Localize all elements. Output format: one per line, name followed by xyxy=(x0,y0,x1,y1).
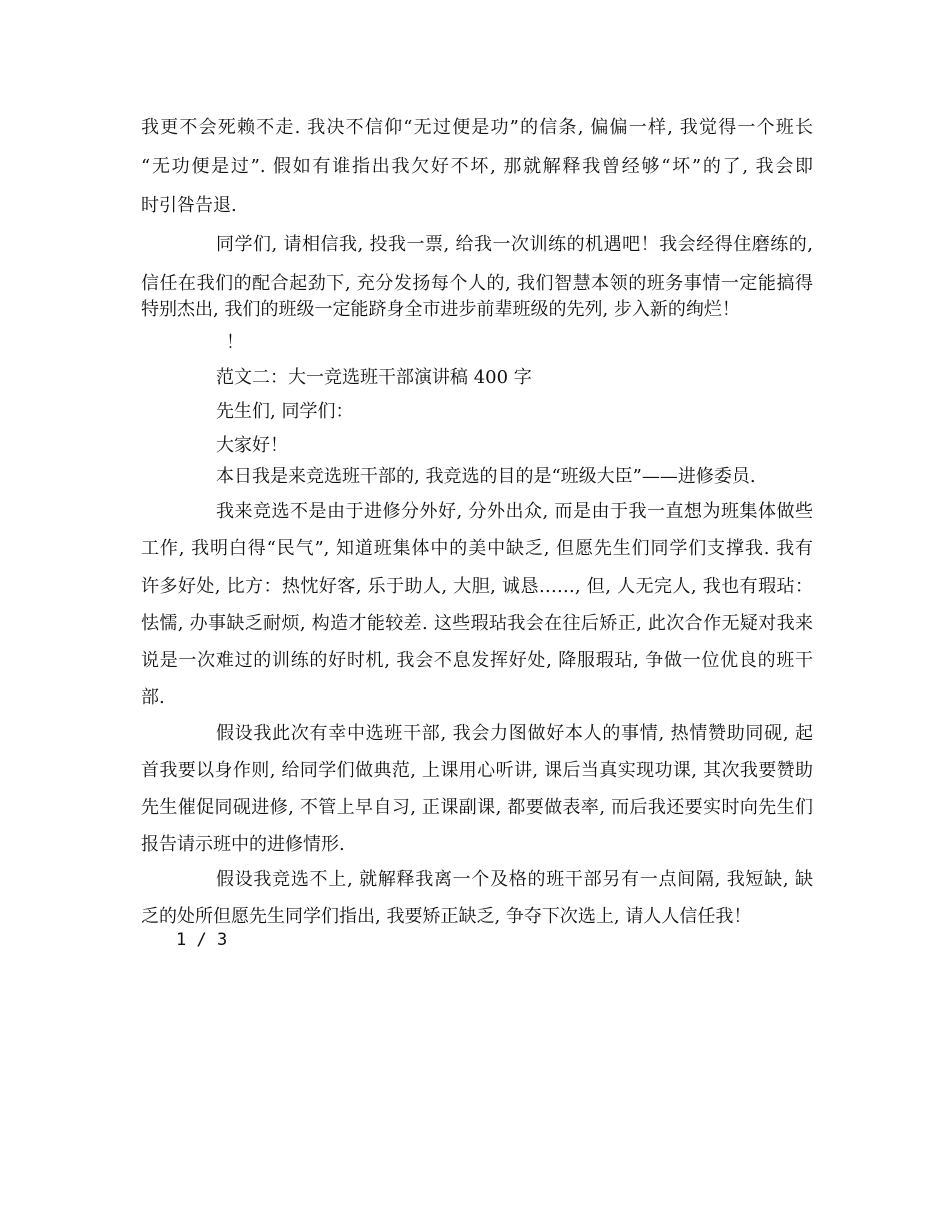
paragraph-line: 乏的处所但愿先生同学们指出, 我要矫正缺乏, 争夺下次选上, 请人人信任我！ xyxy=(141,906,752,927)
exclamation-line: ！ xyxy=(226,332,244,353)
paragraph-line: 说是一次难过的训练的好时机, 我会不息发挥好处, 降服瑕玷, 争做一位优良的班干 xyxy=(141,650,813,671)
paragraph-line: 特别杰出, 我们的班级一定能跻身全市进步前辈班级的先列, 步入新的绚烂！ xyxy=(141,299,740,320)
paragraph-line: 报告请示班中的进修情形. xyxy=(141,834,345,855)
paragraph-line: 我更不会死赖不走. 我决不信仰“无过便是功”的信条, 偏偏一样, 我觉得一个班长 xyxy=(141,117,813,138)
section-heading: 范文二：大一竞选班干部演讲稿 400 字 xyxy=(216,367,532,388)
paragraph-line: 同学们, 请相信我, 投我一票, 给我一次训练的机遇吧！我会经得住磨练的, xyxy=(216,234,813,255)
paragraph-line: 我来竞选不是由于进修分外好, 分外出众, 而是由于我一直想为班集体做些 xyxy=(216,501,813,522)
paragraph-line: 首我要以身作则, 给同学们做典范, 上课用心听讲, 课后当真实现功课, 其次我要赞助 xyxy=(141,760,813,781)
paragraph-line: 许多好处, 比方：热忱好客, 乐于助人, 大胆, 诚恳……, 但, 人无完人, 我也有瑕玷： xyxy=(141,576,813,597)
paragraph-line: 先生催促同砚进修, 不管上早自习, 正课副课, 都要做表率, 而后我还要实时向先生们 xyxy=(141,797,813,818)
salutation: 先生们, 同学们： xyxy=(216,401,354,422)
paragraph-line: 信任在我们的配合起劲下, 充分发扬每个人的, 我们智慧本领的班务事情一定能搞得 xyxy=(141,273,813,294)
paragraph-line: 本日我是来竞选班干部的, 我竞选的目的是“班级大臣”——进修委员. xyxy=(216,466,756,487)
paragraph-line: 时引咎告退. xyxy=(141,195,237,216)
paragraph-line: 假设我竞选不上, 就解释我离一个及格的班干部另有一点间隔, 我短缺, 缺 xyxy=(216,869,813,890)
paragraph-line: 假设我此次有幸中选班干部, 我会力图做好本人的事情, 热情赞助同砚, 起 xyxy=(216,723,813,744)
paragraph-line: 工作, 我明白得“民气”, 知道班集体中的美中缺乏, 但愿先生们同学们支撑我. 我有 xyxy=(141,538,813,559)
page-number: 1 / 3 xyxy=(176,930,228,950)
paragraph-line: 怯懦, 办事缺乏耐烦, 构造才能较差. 这些瑕玷我会在往后矫正, 此次合作无疑对我来 xyxy=(141,613,813,634)
paragraph-line: 部. xyxy=(141,687,165,708)
greeting: 大家好！ xyxy=(216,435,288,456)
paragraph-line: “无功便是过”. 假如有谁指出我欠好不坏, 那就解释我曾经够“坏”的了, 我会即 xyxy=(141,156,813,177)
